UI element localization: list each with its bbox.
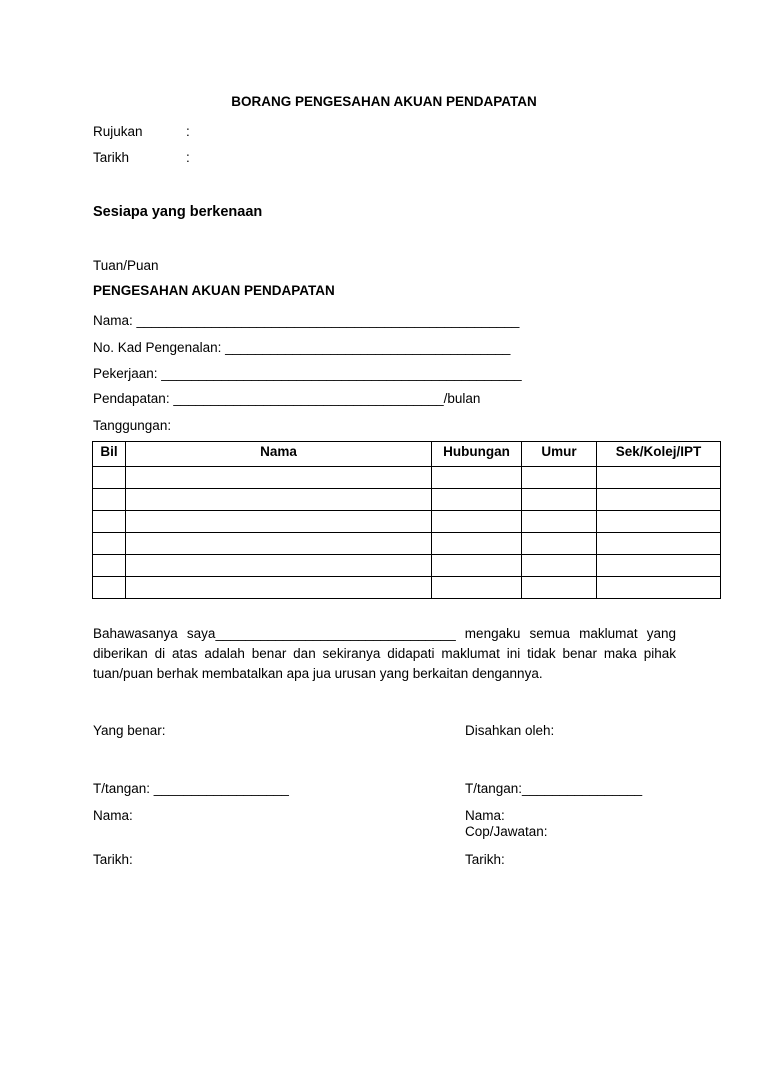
- occupation-field-line: Pekerjaan: ________________________________________________: [93, 366, 522, 381]
- table-cell: [432, 577, 522, 599]
- table-cell: [522, 511, 597, 533]
- table-cell: [597, 577, 721, 599]
- name-field-line: Nama: ___________________________________________________: [93, 313, 520, 328]
- table-cell: [126, 577, 432, 599]
- date-colon: :: [186, 150, 190, 165]
- table-row: [93, 577, 721, 599]
- table-cell: [597, 511, 721, 533]
- signatory-date-label: Tarikh:: [93, 852, 133, 867]
- signatory-signature-line: T/tangan: __________________: [93, 781, 289, 796]
- verifier-date-label: Tarikh:: [465, 852, 505, 867]
- subject-heading: PENGESAHAN AKUAN PENDAPATAN: [93, 283, 335, 298]
- header-umur: Umur: [522, 442, 597, 467]
- table-cell: [93, 533, 126, 555]
- table-cell: [522, 533, 597, 555]
- reference-label: Rujukan: [93, 124, 143, 139]
- ic-field-line: No. Kad Pengenalan: ______________________________________: [93, 340, 511, 355]
- table-cell: [432, 467, 522, 489]
- table-cell: [597, 489, 721, 511]
- table-cell: [93, 555, 126, 577]
- table-cell: [597, 533, 721, 555]
- table-row: [93, 511, 721, 533]
- table-cell: [126, 533, 432, 555]
- table-cell: [522, 489, 597, 511]
- table-cell: [432, 489, 522, 511]
- verifier-heading: Disahkan oleh:: [465, 723, 555, 738]
- table-cell: [522, 467, 597, 489]
- greeting: Sesiapa yang berkenaan: [93, 204, 263, 220]
- table-row: [93, 489, 721, 511]
- table-cell: [126, 555, 432, 577]
- verifier-stamp-label: Cop/Jawatan:: [465, 824, 548, 839]
- table-cell: [93, 577, 126, 599]
- header-nama: Nama: [126, 442, 432, 467]
- signatory-name-label: Nama:: [93, 808, 133, 823]
- table-cell: [522, 555, 597, 577]
- table-row: [93, 555, 721, 577]
- dependents-label: Tanggungan:: [93, 418, 172, 433]
- table-cell: [126, 467, 432, 489]
- table-cell: [126, 511, 432, 533]
- table-cell: [126, 489, 432, 511]
- table-cell: [597, 555, 721, 577]
- table-body: [93, 467, 721, 599]
- header-sekolah: Sek/Kolej/IPT: [597, 442, 721, 467]
- table-cell: [597, 467, 721, 489]
- header-bil: Bil: [93, 442, 126, 467]
- table-cell: [93, 511, 126, 533]
- income-field-line: Pendapatan: ____________________________________/bulan: [93, 391, 481, 406]
- table-row: [93, 533, 721, 555]
- table-cell: [522, 577, 597, 599]
- table-cell: [93, 467, 126, 489]
- header-hubungan: Hubungan: [432, 442, 522, 467]
- table-cell: [432, 555, 522, 577]
- salutation: Tuan/Puan: [93, 258, 159, 273]
- dependents-table-wrapper: [92, 441, 720, 599]
- form-title: BORANG PENGESAHAN AKUAN PENDAPATAN: [231, 94, 537, 109]
- date-label: Tarikh: [93, 150, 130, 165]
- table-cell: [432, 511, 522, 533]
- dependents-table: [92, 441, 721, 599]
- reference-colon: :: [186, 124, 190, 139]
- table-header-row: [93, 442, 721, 467]
- table-cell: [432, 533, 522, 555]
- verifier-signature-line: T/tangan:________________: [465, 781, 643, 796]
- table-row: [93, 467, 721, 489]
- table-cell: [93, 489, 126, 511]
- declaration-paragraph: Bahawasanya saya________________________________ mengaku semua maklumat yang diberikan di atas adalah benar dan sekiranya didapati maklumat ini tidak benar maka pihak tuan/puan berhak membatalkan apa jua urusan yang berkaitan dengannya.: [93, 626, 676, 681]
- signatory-heading: Yang benar:: [93, 723, 166, 738]
- verifier-name-label: Nama:: [465, 808, 505, 823]
